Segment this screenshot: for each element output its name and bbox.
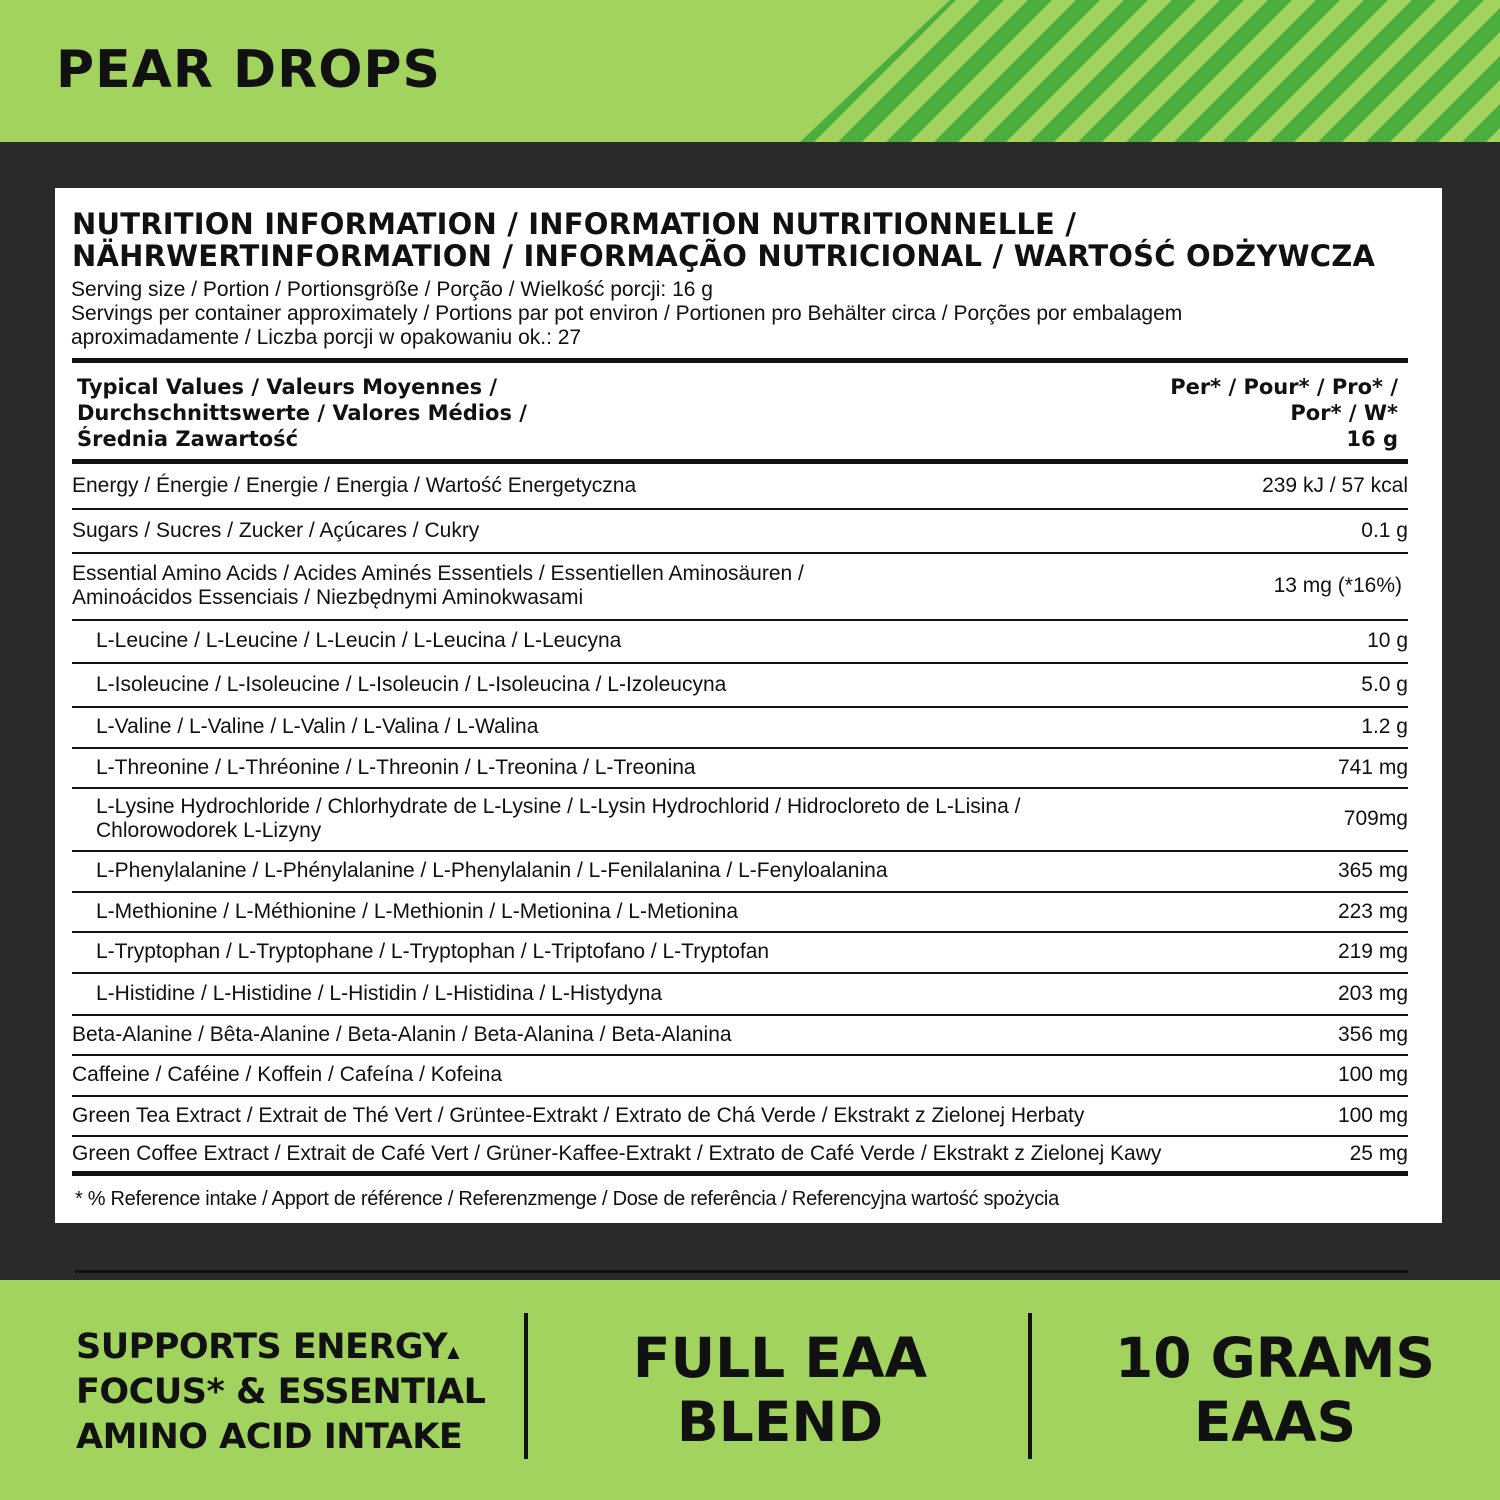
nutrient-value: 203 mg (1337, 981, 1408, 1005)
nutrient-value: 10 g (1367, 629, 1408, 652)
nutrient-label: L-Valine / L-Valine / L-Valin / L-Valina / L-Walina (96, 715, 539, 738)
table-row (72, 663, 1408, 706)
table-header-right: Per* / Pour* / Pro* / Por* / W* 16 g (1170, 375, 1398, 451)
feature-separator (1028, 1313, 1032, 1459)
nutrient-label: Beta-Alanine / Bêta-Alanine / Beta-Alanin / Beta-Alanina / Beta-Alanina (72, 1022, 732, 1046)
nutrient-value: 219 mg (1337, 940, 1408, 963)
nutrient-value: 1.2 g (1361, 715, 1408, 738)
triangle-mark-icon: ▲ (447, 1342, 460, 1361)
table-row (72, 707, 1408, 747)
table-row (72, 788, 1408, 850)
table-row (72, 1055, 1408, 1095)
nutrient-value: 0.1 g (1361, 518, 1408, 542)
table-row (72, 1015, 1408, 1054)
servings-per-container: Servings per container approximately / Portions par pot environ / Portionen pro Behälter circa / Porções por embalagem (71, 302, 1183, 325)
table-row (72, 932, 1408, 972)
nutrient-value: 5.0 g (1361, 672, 1408, 696)
nutrient-value: 223 mg (1337, 899, 1408, 923)
nutrient-value: 239 kJ / 57 kcal (1262, 474, 1408, 497)
table-row (72, 851, 1408, 891)
table-row (72, 464, 1408, 508)
nutrient-label: Sugars / Sucres / Zucker / Açúcares / Cukry (72, 518, 480, 542)
table-row (72, 509, 1408, 552)
nutrient-label: L-Lysine Hydrochloride / Chlorhydrate de L-Lysine / L-Lysin Hydrochlorid / Hidrocloreto de L-Lisina / Chlorowodorek L-Lizyny (96, 795, 1021, 842)
serving-info (71, 278, 1411, 350)
table-row (72, 553, 1408, 619)
feature-energy-focus: SUPPORTS ENERGY▲ FOCUS* & ESSENTIAL AMINO ACID INTAKE (76, 1327, 486, 1457)
nutrient-label: L-Isoleucine / L-Isoleucine / L-Isoleucin / L-Isoleucina / L-Izoleucyna (96, 672, 727, 696)
product-title: PEAR DROPS (56, 40, 441, 100)
nutrient-value: 100 mg (1337, 1103, 1408, 1127)
reference-footnote: * % Reference intake / Apport de référence / Referenzmenge / Dose de referência / Referencyjna wartość spożycia (75, 1188, 1059, 1210)
nutrient-label: Essential Amino Acids / Acides Aminés Essentiels / Essentiellen Aminosäuren / Aminoácidos Essenciais / Niezbędnymi Aminokwasami (72, 562, 804, 609)
nutrient-value: 709mg (1343, 807, 1408, 830)
table-row (72, 748, 1408, 787)
feature-full-eaa: FULL EAA BLEND (632, 1326, 928, 1454)
nutrient-label: L-Phenylalanine / L-Phénylalanine / L-Phenylalanin / L-Fenilalanina / L-Fenyloalanina (96, 859, 888, 882)
feature-10-grams: 10 GRAMS EAAS (1114, 1326, 1436, 1454)
nutrient-label: L-Methionine / L-Méthionine / L-Methionin / L-Metionina / L-Metionina (96, 899, 739, 923)
feature-separator (524, 1313, 528, 1459)
nutrition-title: NUTRITION INFORMATION / INFORMATION NUTRITIONNELLE / NÄHRWERTINFORMATION / INFORMAÇÃO NUTRICIONAL / WARTOŚĆ ODŻYWCZA (72, 207, 1376, 273)
servings-per-container-cont: aproximadamente / Liczba porcji w opakowaniu ok.: 27 (71, 326, 582, 349)
serving-size: Serving size / Portion / Portionsgröße / Porção / Wielkość porcji: 16 g (71, 278, 713, 301)
table-row (72, 1096, 1408, 1135)
table-row (72, 973, 1408, 1014)
features-divider (75, 1270, 1408, 1273)
nutrient-value: 100 mg (1337, 1063, 1408, 1086)
nutrient-value: 365 mg (1337, 859, 1408, 882)
nutrient-label: L-Tryptophan / L-Tryptophane / L-Tryptophan / L-Triptofano / L-Tryptofan (96, 940, 770, 963)
nutrient-label: L-Leucine / L-Leucine / L-Leucin / L-Leucina / L-Leucyna (96, 629, 622, 652)
nutrient-label: L-Histidine / L-Histidine / L-Histidin / L-Histidina / L-Histydyna (96, 981, 663, 1005)
nutrient-value: 13 mg (*16%) (1273, 574, 1402, 597)
nutrient-label: Green Coffee Extract / Extrait de Café Vert / Grüner-Kaffee-Extrakt / Extrato de Café Verde / Ekstrakt z Zielonej Kawy (72, 1142, 1162, 1165)
header-banner (0, 0, 1500, 142)
nutrient-label: Energy / Énergie / Energie / Energia / Wartość Energetyczna (72, 474, 637, 497)
nutrient-label: L-Threonine / L-Thréonine / L-Threonin / L-Treonina / L-Treonina (96, 755, 696, 779)
table-header-left: Typical Values / Valeurs Moyennes / Durchschnittswerte / Valores Médios / Średnia Zawartość (77, 375, 527, 451)
nutrition-panel (55, 188, 1442, 1223)
table-row (72, 620, 1408, 662)
table-row (72, 1136, 1408, 1172)
diagonal-stripes-decoration (800, 0, 1500, 142)
table-row (72, 892, 1408, 931)
stripe (1366, 0, 1500, 142)
nutrient-value: 356 mg (1337, 1022, 1408, 1046)
table-bottom-rule (72, 1171, 1408, 1176)
nutrient-value: 741 mg (1337, 755, 1408, 779)
table-top-rule (72, 358, 1408, 363)
nutrient-label: Green Tea Extract / Extrait de Thé Vert / Grüntee-Extrakt / Extrato de Chá Verde / Ekstrakt z Zielonej Herbaty (72, 1103, 1085, 1127)
nutrient-value: 25 mg (1349, 1142, 1408, 1165)
nutrient-label: Caffeine / Caféine / Koffein / Cafeína / Kofeina (72, 1063, 503, 1086)
